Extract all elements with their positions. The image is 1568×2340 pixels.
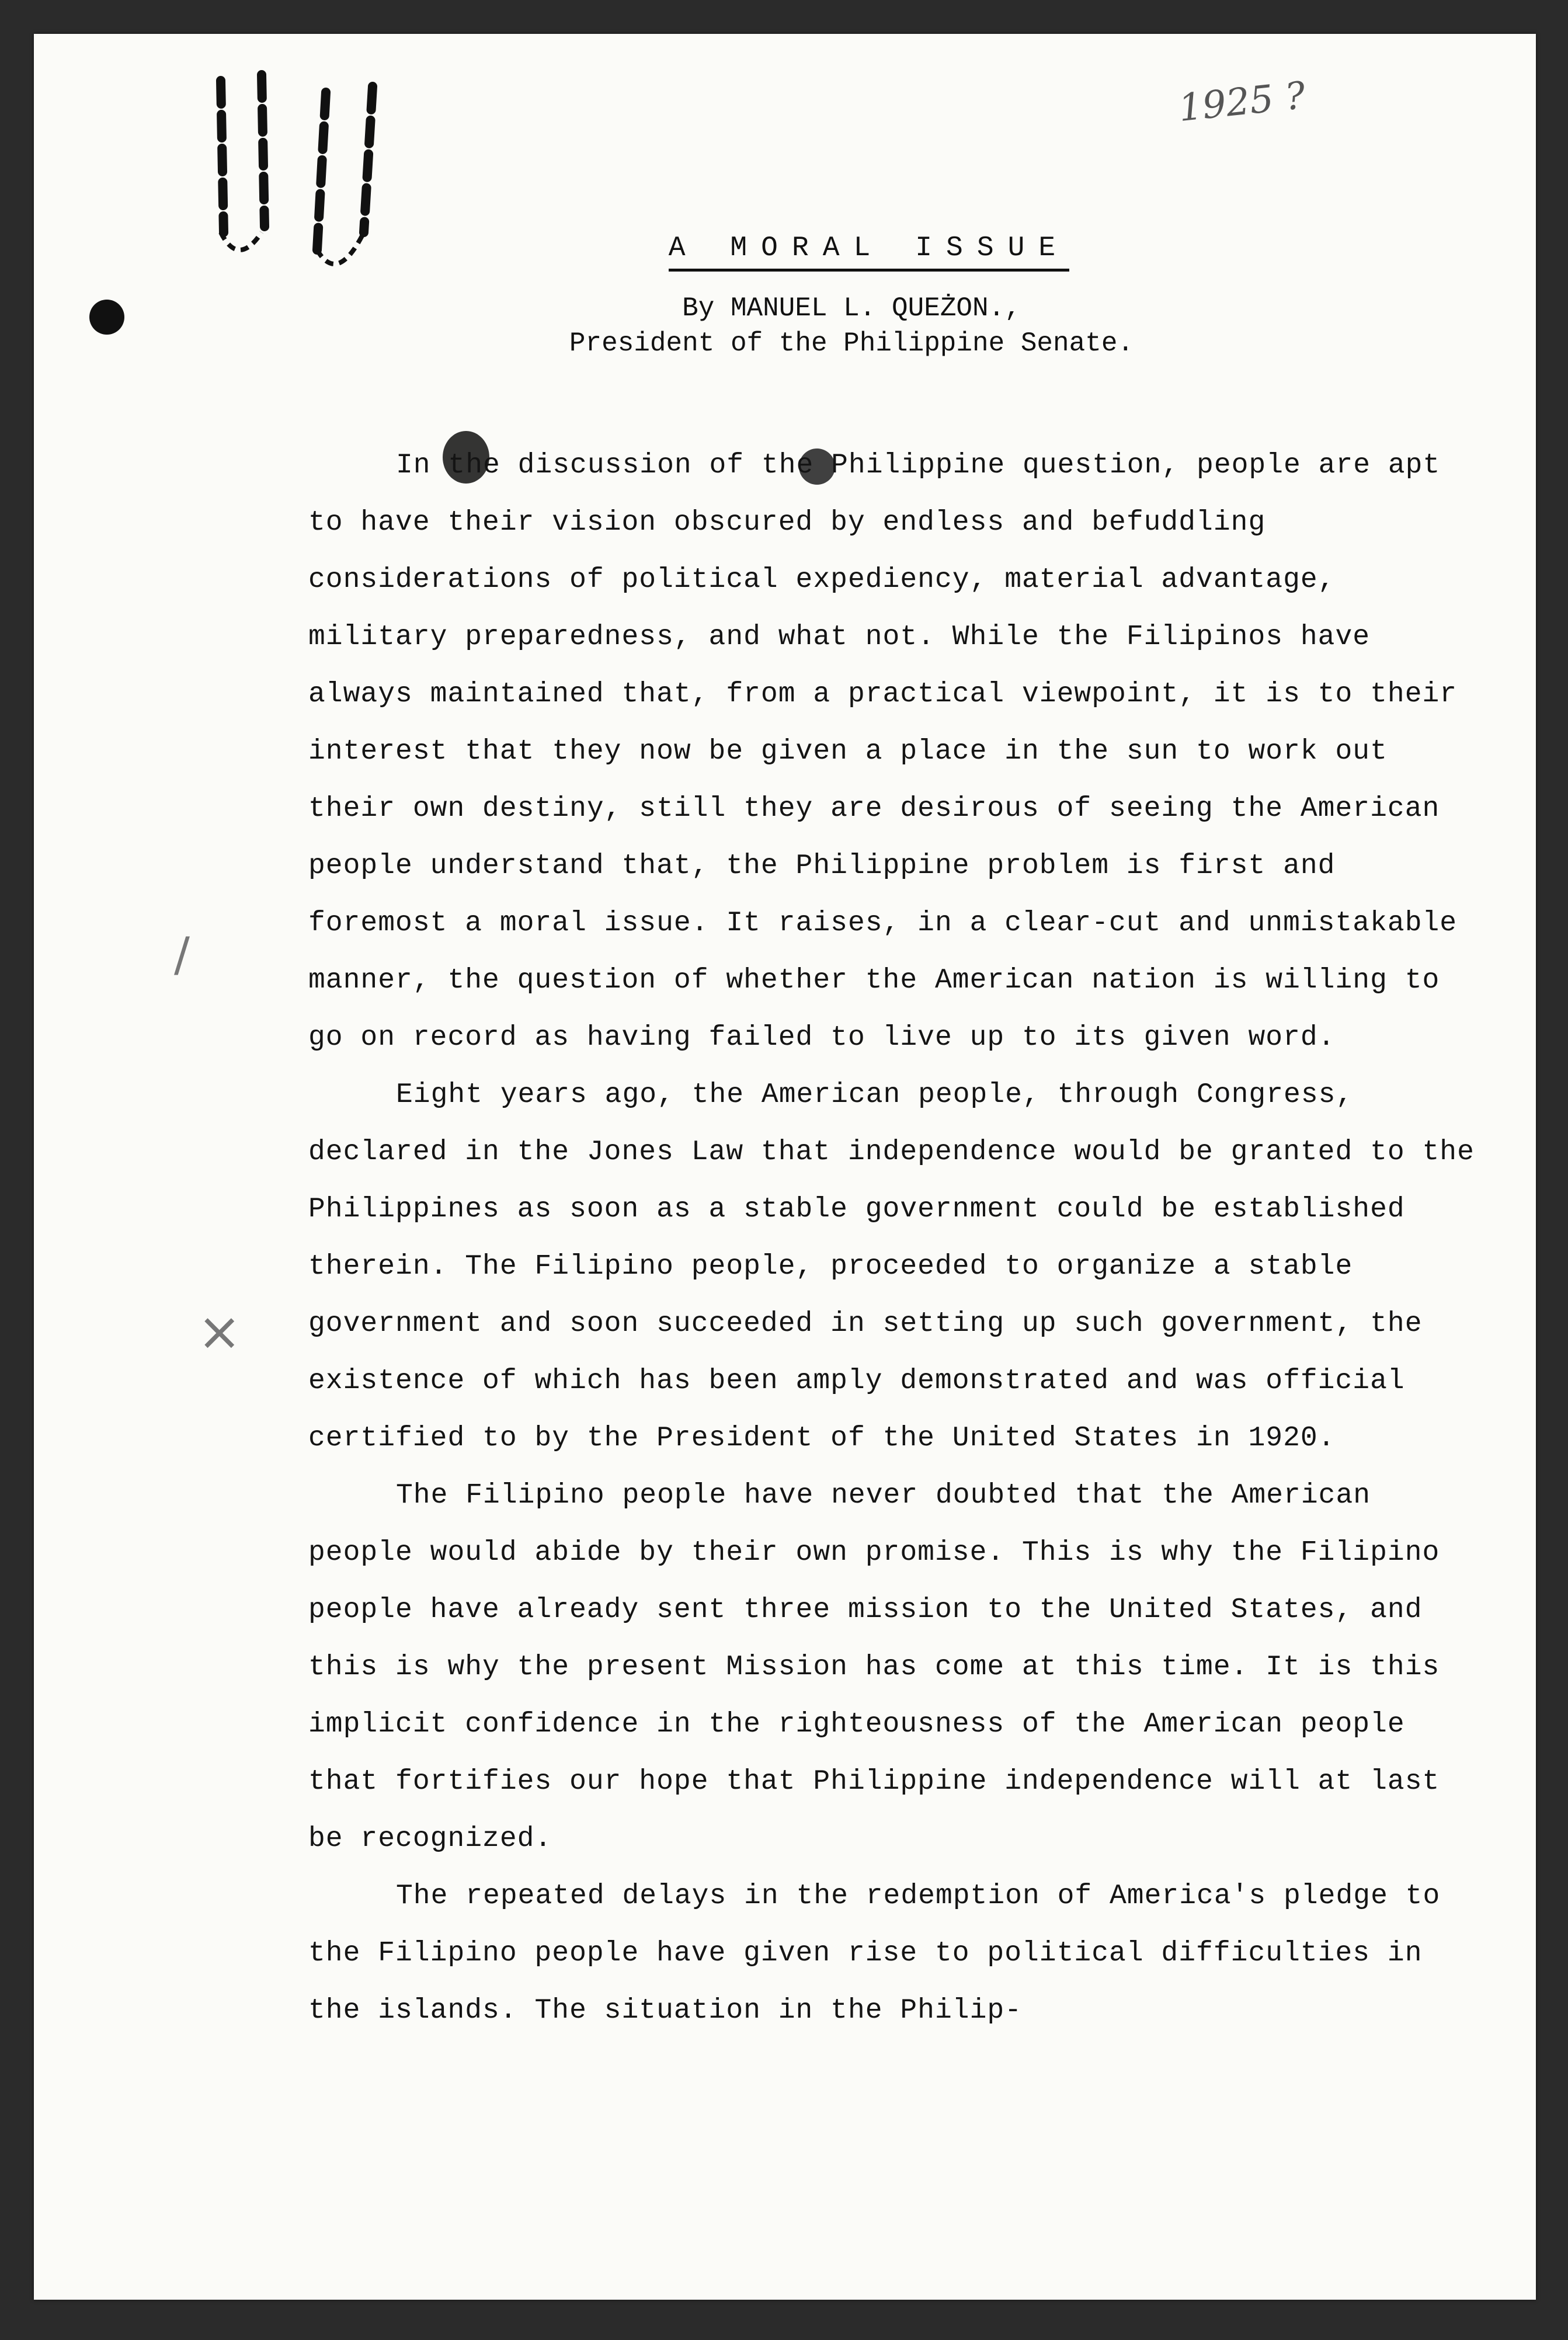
document-title: A MORAL ISSUE: [34, 232, 1568, 264]
pencil-year-note: 1925 ?: [1176, 74, 1308, 131]
paragraph: Eight years ago, the American people, through Congress, declared in the Jones Law that independence would be granted to the Philippines as soon as a stable government could be established therein. The Filipino people, proceeded to organize a stable government and soon succeeded in setting up such government, the existence of which has been amply demonstrated and was official certified to by the President of the United States in 1920.: [308, 1079, 1475, 1454]
paragraph: The Filipino people have never doubted that the American people would abide by their own promise. This is why the Filipino people have already sent three mission to the United States, and this is why the present Mission has come at this time. It is this implicit confidence in the righteousness of the American people that fortifies our hope that Philippine independence will at last be recognized.: [308, 1480, 1440, 1855]
paragraph: In the discussion of the Philippine question, people are apt to have their vision obscured by endless and befuddling considerations of political expediency, material advantage, military preparedness, and what not. While the Filipinos have always maintained that, from a practical viewpoint, it is to their interest that they now be given a place in the sun to work out their own destiny, still they are desirous of seeing the American people understand that, the Philippine problem is first and foremost a moral issue. It raises, in a clear-cut and unmistakable manner, the question of whether the American nation is willing to go on record as having failed to live up to its given word.: [308, 450, 1458, 1053]
document-page: [34, 34, 1536, 2300]
byline: By MANUEL L. QUEŻON., President of the Philippine Senate.: [569, 293, 1134, 359]
margin-check-mark: /: [174, 927, 190, 982]
margin-cross-mark: ×: [197, 1301, 242, 1362]
paragraph: The repeated delays in the redemption of America's pledge to the Filipino people have given rise to political difficulties in the islands. The situation in the Philip-: [308, 1880, 1441, 2026]
document-body: [308, 437, 1476, 2039]
